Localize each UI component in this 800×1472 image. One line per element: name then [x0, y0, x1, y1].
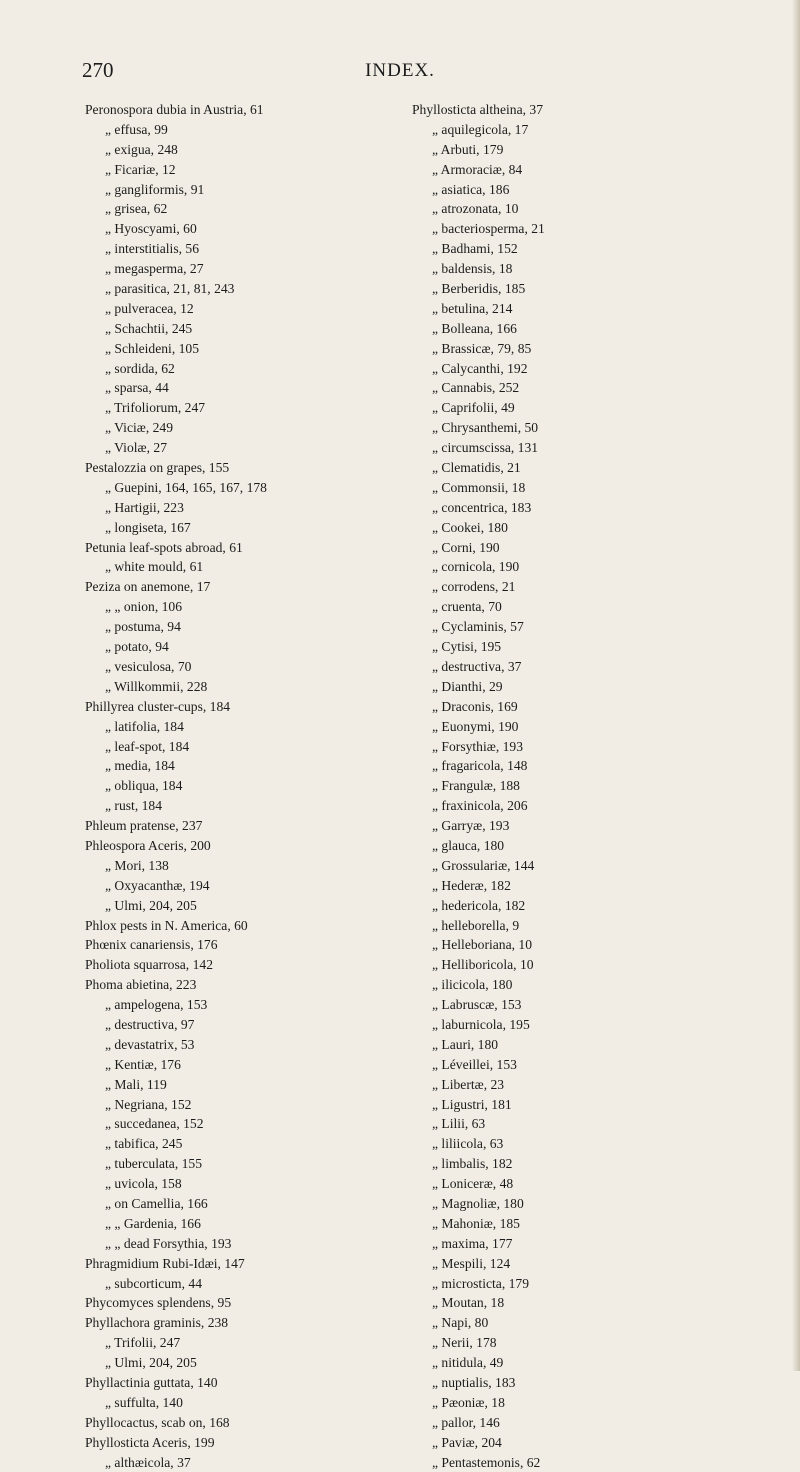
index-entry: „ Lauri, 180: [432, 1036, 499, 1052]
index-entry: „ Cookei, 180: [432, 519, 508, 535]
index-entry: „ Caprifolii, 49: [432, 400, 515, 416]
index-entry: „ suffulta, 140: [105, 1394, 183, 1410]
page-edge-shadow: [792, 0, 800, 1371]
index-entry: „ helleborella, 9: [432, 917, 520, 933]
index-entry: „ microsticta, 179: [432, 1275, 530, 1291]
index-entry: „ rust, 184: [105, 798, 163, 814]
index-entry: Peronospora dubia in Austria, 61: [85, 102, 264, 117]
index-entry: „ Léveillei, 153: [432, 1056, 517, 1072]
page-header: [0, 58, 800, 88]
index-entry: „ ilicicola, 180: [432, 977, 513, 993]
index-entry: „ Bolleana, 166: [432, 320, 517, 336]
index-entry: Phoma abietina, 223: [85, 977, 197, 993]
index-entry: „ Loniceræ, 48: [432, 1176, 514, 1192]
index-entry: „ Cyclaminis, 57: [432, 619, 524, 635]
index-entry: „ Dianthi, 29: [432, 678, 503, 694]
index-column-left: [85, 100, 400, 1472]
index-entry: „ Guepini, 164, 165, 167, 178: [105, 479, 267, 495]
index-entry: „ Lilii, 63: [432, 1116, 486, 1132]
index-entry: „ Badhami, 152: [432, 241, 518, 257]
index-entry: „ Draconis, 169: [432, 698, 518, 714]
index-entry: „ Viciæ, 249: [105, 420, 174, 436]
index-entry: „ media, 184: [105, 758, 175, 774]
index-entry: „ Grossulariæ, 144: [432, 857, 535, 873]
index-entry: „ Magnoliæ, 180: [432, 1195, 524, 1211]
index-entry: „ Ligustri, 181: [432, 1096, 512, 1112]
index-entry: „ Mali, 119: [105, 1076, 167, 1092]
index-entry: „ laburnicola, 195: [432, 1016, 530, 1032]
index-entry: „ aquilegicola, 17: [432, 121, 529, 137]
index-entry: „ longiseta, 167: [105, 519, 191, 535]
index-entry: „ Willkommii, 228: [105, 678, 208, 694]
index-entry: „ Trifoliorum, 247: [105, 400, 206, 416]
index-entry: „ Chrysanthemi, 50: [432, 420, 539, 436]
index-entry: „ nitidula, 49: [432, 1355, 504, 1371]
index-entry: „ „ onion, 106: [105, 599, 183, 615]
index-column-right: [412, 100, 772, 1472]
index-entry: „ subcorticum, 44: [105, 1275, 203, 1291]
index-entry: „ parasitica, 21, 81, 243: [105, 281, 235, 297]
index-entry: „ Paviæ, 204: [432, 1434, 502, 1450]
index-entry: „ Pentastemonis, 62: [432, 1454, 541, 1470]
index-entry: „ succedanea, 152: [105, 1116, 204, 1132]
index-entry: „ exigua, 248: [105, 141, 178, 157]
index-entry: „ Libertæ, 23: [432, 1076, 505, 1092]
index-entry: „ Arbuti, 179: [432, 141, 504, 157]
index-entry: „ limbalis, 182: [432, 1156, 513, 1172]
index-entry: „ tabifica, 245: [105, 1136, 183, 1152]
index-entry: „ Armoraciæ, 84: [432, 161, 523, 177]
index-entry: Petunia leaf-spots abroad, 61: [85, 539, 243, 555]
index-entry: „ atrozonata, 10: [432, 201, 519, 217]
index-entry: Pholiota squarrosa, 142: [85, 957, 213, 973]
index-entry: „ Corni, 190: [432, 539, 500, 555]
index-entry: „ fragaricola, 148: [432, 758, 528, 774]
index-entry: „ pallor, 146: [432, 1414, 500, 1430]
index-entry: „ tuberculata, 155: [105, 1156, 203, 1172]
index-entry: „ Calycanthi, 192: [432, 360, 528, 376]
index-entry: Phleum pratense, 237: [85, 818, 203, 834]
index-entry: „ Mori, 138: [105, 857, 169, 873]
index-entry: „ Hyoscyami, 60: [105, 221, 197, 237]
index-entry: „ hedericola, 182: [432, 897, 526, 913]
index-entry: „ „ dead Forsythia, 193: [105, 1235, 232, 1251]
index-entry: „ maxima, 177: [432, 1235, 513, 1251]
index-entry: „ sparsa, 44: [105, 380, 169, 396]
index-entry: Phragmidium Rubi-Idæi, 147: [85, 1255, 245, 1271]
index-entry: „ Helleboriana, 10: [432, 937, 533, 953]
index-entry: „ Hartigii, 223: [105, 499, 184, 515]
index-entry: „ Clematidis, 21: [432, 460, 521, 476]
index-entry: „ vesiculosa, 70: [105, 658, 192, 674]
index-entry: „ ampelogena, 153: [105, 997, 208, 1013]
index-entry: „ Ficariæ, 12: [105, 161, 176, 177]
index-entry: Peziza on anemone, 17: [85, 579, 211, 595]
index-entry: „ „ Gardenia, 166: [105, 1215, 201, 1231]
index-entry: „ effusa, 99: [105, 121, 168, 137]
index-entry: „ destructiva, 37: [432, 658, 522, 674]
index-entry: „ fraxinicola, 206: [432, 798, 528, 814]
index-entry: „ Oxyacanthæ, 194: [105, 877, 210, 893]
index-entry: „ on Camellia, 166: [105, 1195, 208, 1211]
page-number: 270: [82, 58, 114, 82]
index-entry: „ Cannabis, 252: [432, 380, 520, 396]
index-entry: „ Hederæ, 182: [432, 877, 511, 893]
index-entry: „ latifolia, 184: [105, 718, 184, 734]
index-entry: „ nuptialis, 183: [432, 1375, 516, 1390]
index-entry: „ betulina, 214: [432, 300, 513, 316]
index-entry: „ uvicola, 158: [105, 1176, 182, 1192]
index-entry: „ Forsythiæ, 193: [432, 738, 524, 754]
index-entry: „ Napi, 80: [432, 1315, 489, 1331]
index-entry: „ circumscissa, 131: [432, 440, 539, 456]
index-entry: „ Trifolii, 247: [105, 1335, 181, 1351]
index-entry: „ sordida, 62: [105, 360, 175, 376]
index-entry: „ destructiva, 97: [105, 1016, 195, 1032]
index-entry: Phillyrea cluster-cups, 184: [85, 698, 231, 714]
index-entry: „ Mahoniæ, 185: [432, 1215, 520, 1231]
index-entry: „ Ulmi, 204, 205: [105, 897, 197, 913]
index-entry: Phleospora Aceris, 200: [85, 837, 211, 853]
index-entry: Phyllocactus, scab on, 168: [85, 1414, 230, 1430]
index-entry: „ Kentiæ, 176: [105, 1056, 181, 1072]
index-entry: „ corrodens, 21: [432, 579, 516, 595]
index-entry: „ concentrica, 183: [432, 499, 532, 515]
index-entry: „ Berberidis, 185: [432, 281, 526, 297]
index-entry: „ Cytisi, 195: [432, 639, 502, 655]
index-entry: „ liliicola, 63: [432, 1136, 504, 1152]
index-entry: „ Mespili, 124: [432, 1255, 511, 1271]
index-entry: Pestalozzia on grapes, 155: [85, 460, 230, 476]
index-entry: „ Labruscæ, 153: [432, 997, 522, 1013]
index-entry: „ Euonymi, 190: [432, 718, 519, 734]
index-entry: „ megasperma, 27: [105, 261, 204, 277]
index-entry: „ Violæ, 27: [105, 440, 167, 456]
index-entry: „ Commonsii, 18: [432, 479, 526, 495]
index-entry: „ devastatrix, 53: [105, 1036, 195, 1052]
index-entry: „ Schachtii, 245: [105, 320, 193, 336]
index-entry: „ leaf-spot, 184: [105, 738, 190, 754]
index-entry: „ Negriana, 152: [105, 1096, 192, 1112]
index-entry: „ althæicola, 37: [105, 1454, 191, 1470]
index-entry: „ Schleideni, 105: [105, 340, 200, 356]
index-entry: „ bacteriosperma, 21: [432, 221, 545, 237]
index-entry: „ asiatica, 186: [432, 181, 510, 197]
index-entry: „ postuma, 94: [105, 619, 181, 635]
index-entry: „ Brassicæ, 79, 85: [432, 340, 532, 356]
index-entry: „ cornicola, 190: [432, 559, 520, 575]
index-entry: „ Ulmi, 204, 205: [105, 1355, 197, 1371]
index-entry: „ obliqua, 184: [105, 778, 183, 794]
index-entry: Phyllosticta Aceris, 199: [85, 1434, 215, 1450]
index-entry: Phyllosticta altheina, 37: [412, 102, 544, 117]
index-entry: „ interstitialis, 56: [105, 241, 200, 257]
index-entry: „ Nerii, 178: [432, 1335, 497, 1351]
index-entry: „ baldensis, 18: [432, 261, 513, 277]
index-entry: Phyllactinia guttata, 140: [85, 1375, 218, 1390]
index-entry: Phyllachora graminis, 238: [85, 1315, 229, 1331]
index-entry: Phycomyces splendens, 95: [85, 1295, 232, 1311]
index-entry: „ grisea, 62: [105, 201, 168, 217]
page-title: INDEX.: [365, 60, 435, 81]
index-entry: „ gangliformis, 91: [105, 181, 205, 197]
index-entry: „ potato, 94: [105, 639, 169, 655]
index-entry: „ white mould, 61: [105, 559, 204, 575]
index-entry: Phlox pests in N. America, 60: [85, 917, 248, 933]
index-entry: „ pulveracea, 12: [105, 300, 194, 316]
index-entry: „ Frangulæ, 188: [432, 778, 520, 794]
index-entry: „ Garryæ, 193: [432, 818, 510, 834]
index-entry: Phœnix canariensis, 176: [85, 937, 218, 953]
index-entry: „ Moutan, 18: [432, 1295, 505, 1311]
index-entry: „ glauca, 180: [432, 837, 505, 853]
index-entry: „ Pæoniæ, 18: [432, 1394, 505, 1410]
index-entry: „ cruenta, 70: [432, 599, 502, 615]
index-entry: „ Helliboricola, 10: [432, 957, 534, 973]
